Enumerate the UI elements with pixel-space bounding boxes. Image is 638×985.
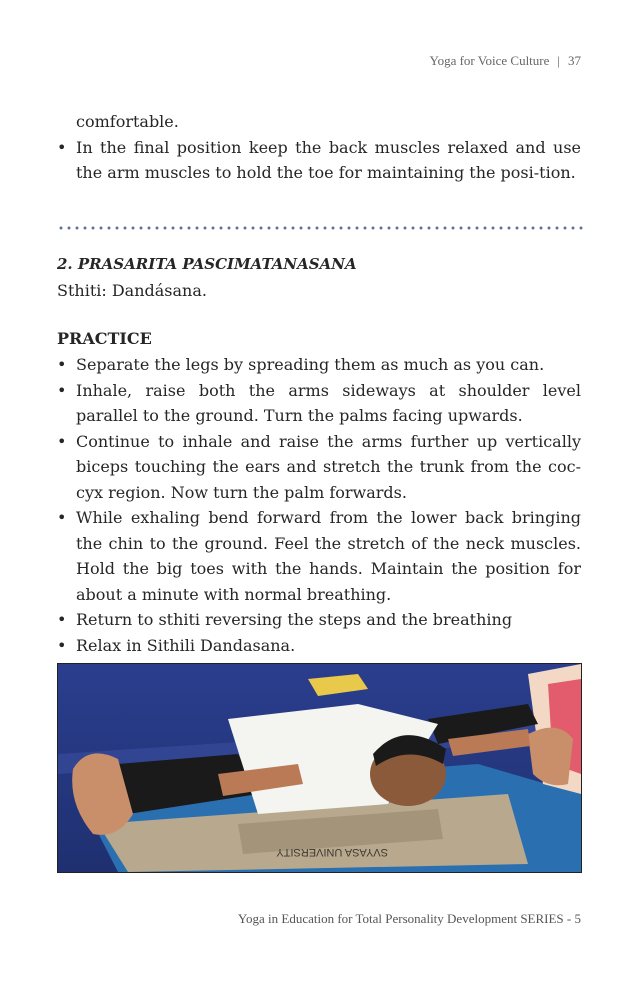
list-item: • Relax in Sithili Dandasana. — [57, 633, 581, 659]
continued-line: comfortable. — [76, 112, 179, 131]
practice-list — [57, 352, 581, 658]
sthiti-line: Sthiti: Dandásana. — [57, 281, 207, 300]
page-number: 37 — [568, 53, 581, 68]
list-item: • Separate the legs by spreading them as much as you can. — [57, 352, 581, 378]
list-item: • While exhaling bend forward from the lower back bringing the chin to the ground. Feel the stretch of the neck muscles. Hold the big toes with the hands. Maintain the position for about a minute with normal breathing. — [57, 505, 581, 607]
header-title: Yoga for Voice Culture — [429, 53, 550, 68]
list-item: • Inhale, raise both the arms sideways at shoulder level parallel to the ground. Turn the palms facing upwards. — [57, 378, 581, 429]
dotted-divider — [57, 226, 583, 230]
list-item: • In the final position keep the back muscles relaxed and use the arm muscles to hold the toe for maintaining the posi-tion. — [57, 135, 581, 186]
practice-heading: PRACTICE — [57, 329, 152, 348]
header-separator: | — [557, 53, 560, 68]
running-header — [430, 53, 582, 69]
running-footer: Yoga in Education for Total Personality Development SERIES - 5 — [237, 911, 581, 926]
intro-text — [57, 109, 581, 186]
mat-text: SVYASA UNIVERSITY — [276, 846, 388, 858]
section-title: 2. PRASARITA PASCIMATANASANA — [57, 255, 357, 273]
list-item: • Continue to inhale and raise the arms further up vertically biceps touching the ears and stretch the trunk from the coc-cyx region. Now turn the palm forwards. — [57, 429, 581, 506]
list-item: • Return to sthiti reversing the steps and the breathing — [57, 607, 581, 633]
pose-photo — [57, 663, 582, 873]
